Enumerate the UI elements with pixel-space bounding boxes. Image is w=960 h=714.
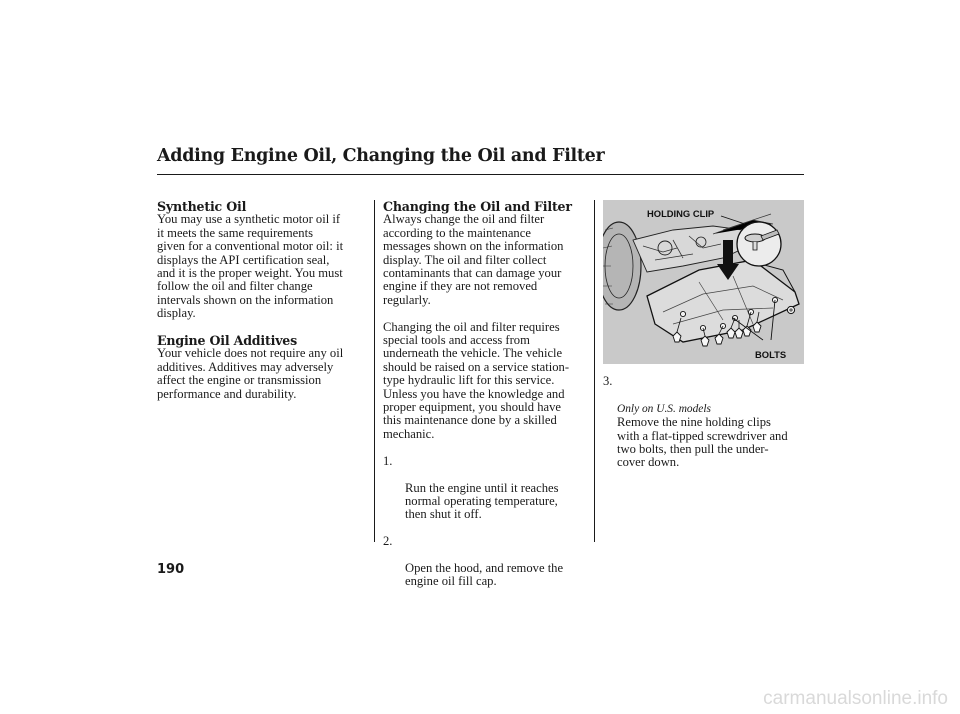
step-number: 2.	[383, 534, 393, 549]
changing-oil-heading: Changing the Oil and Filter	[383, 199, 572, 214]
synthetic-oil-heading: Synthetic Oil	[157, 199, 247, 214]
watermark: carmanualsonline.info	[763, 688, 948, 709]
title-rule	[157, 174, 804, 175]
engine-oil-additives-text: Your vehicle does not require any oil additives. Additives may adversely affect the engine or transmission performance and durability.	[157, 346, 344, 401]
left-column	[157, 200, 367, 401]
step-number: 1.	[383, 453, 393, 468]
changing-oil-intro-2: Changing the oil and filter requires special tools and access from underneath the vehicle. The vehicle should be raised on a service station- type hydraulic lift for this service. Unless you have the knowledge and proper equipment, you should have this maintenance done by a skilled mechanic.	[383, 319, 570, 441]
step-3	[603, 375, 804, 416]
step-3-note: Only on U.S. models	[617, 402, 711, 415]
step-3-text: Remove the nine holding clips with a flat-tipped screwdriver and two bolts, then pull the under- cover down.	[617, 415, 788, 470]
column-divider-right	[594, 200, 595, 542]
changing-oil-intro-1: Always change the oil and filter according to the maintenance messages shown on the information display. The oil and filter collect contaminants that can damage your engine if they are not removed regularly.	[383, 212, 564, 307]
step-2	[383, 535, 593, 589]
step-text: Open the hood, and remove the engine oil fill cap.	[405, 560, 564, 589]
page-number: 190	[157, 562, 185, 577]
undercover-illustration	[603, 200, 804, 364]
synthetic-oil-text: You may use a synthetic motor oil if it meets the same requirements given for a conventional motor oil: it displays the API certification seal, and it is the proper weight. You must follow the oil and filter change intervals shown on the information display.	[157, 212, 344, 321]
step-text: Run the engine until it reaches normal operating temperature, then shut it off.	[405, 480, 559, 522]
bolts-label: BOLTS	[755, 349, 787, 360]
engine-oil-additives-heading: Engine Oil Additives	[157, 333, 298, 349]
undercover-drawing	[603, 200, 804, 364]
holding-clip-label: HOLDING CLIP	[647, 208, 715, 219]
page-title: Adding Engine Oil, Changing the Oil and Filter	[157, 146, 605, 166]
middle-column	[383, 200, 593, 589]
step-number: 3.	[603, 374, 613, 388]
column-divider-left	[374, 200, 375, 542]
step-1	[383, 455, 593, 522]
right-column	[603, 375, 804, 470]
